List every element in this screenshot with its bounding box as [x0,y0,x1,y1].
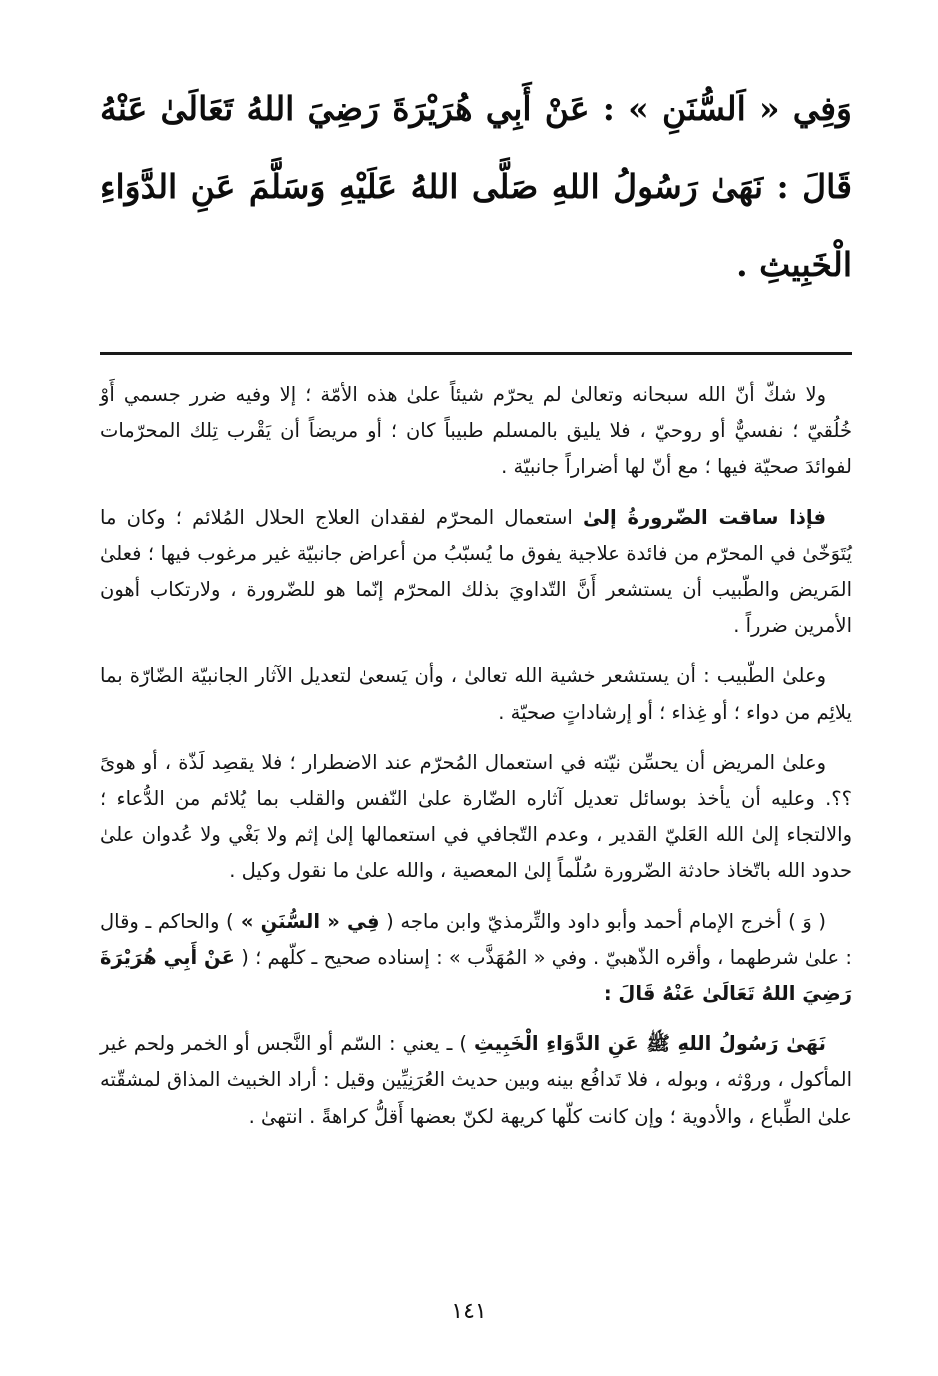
paragraph-body-text: ( وَ ) أخرج الإمام أحمد وأبو داود والتِّرمذيّ وابن ماجه ( [379,909,826,933]
hadith-text: وَفِي « اَلسُّنَنِ » : عَنْ أَبِي هُرَيْرَةَ رَضِيَ اللهُ تَعَالَىٰ عَنْهُ قَالَ : نَهَىٰ رَسُولُ اللهِ صَلَّى اللهُ عَلَيْهِ وَسَلَّمَ عَنِ الدَّوَاءِ الْخَبِيثِ . [100,89,852,284]
commentary-block [100,377,852,1135]
page-number: ١٤١ [451,1299,487,1324]
commentary-paragraph-4: وعلىٰ المريض أن يحسِّن نيّته في استعمال المُحرّم عند الاضطرار ؛ فلا يقصِد لَذّة ، أو هوىً ؟؟. وعليه أن يأخذ بوسائل تعديل آثاره الضّارة علىٰ النّفس والقلب بما يُلائم من الدُّعاء ؛ والالتجاء إلىٰ الله العَليّ القدير ، وعدم التّجافي في استعمالها إلىٰ إثم ولا بَغْي ولا عُدوان علىٰ حدود الله باتّخاذ حادثة الضّرورة سُلّماً إلىٰ المعصية ، والله علىٰ ما نقول وكيل . [100,750,852,883]
paragraph-body-text: ) ـ يعني : السّم أو النَّجس أو الخمر ولحم غير المأكول ، وروْثه ، وبوله ، فلا تَدافُع بينه وبين حديث العُرَنِيِّين وقيل : أراد الخبيث المذاق لمشقّته علىٰ الطِّباع ، والأدوية ؛ وإن كانت كلّها كريهة لكنّ بعضها أَقلُّ كراهةً . انتهىٰ . [100,1032,852,1128]
commentary-paragraph-2 [100,500,852,645]
paragraph-body-text: استعمال المحرّم لفقدان العلاج الحلال المُلائم ؛ وكان ما يُتَوَخّىٰ في المحرّم من فائدة علاجية يفوق ما يُسبّبُ من أعراض جانبيّة غير مرغوب فيها ؛ فعلىٰ المَريض والطّبيب أن يستشعر أَنَّ التّداويَ بذلك المحرّم إنّما هو للضّرورة ، ولارتكاب أهون الأمرين ضرراً . [100,505,852,638]
quoted-text: عَنْ أَبِي هُرَيْرَةَ رَضِيَ اللهُ تَعَالَىٰ عَنْهُ قَالَ : [100,945,852,1006]
commentary-paragraph-3: وعلىٰ الطّبيب : أن يستشعر خشية الله تعالىٰ ، وأن يَسعىٰ لتعديل الآثار الجانبيّة الضّارّة بما يلائِم من دواء ؛ أو غِذاء ؛ أو إرشاداتٍ صحيّة . [100,664,852,724]
paragraph-body-text: ) والحاكم ـ وقال : علىٰ شرطهما ، وأقره الذّهبيّ . وفي « المُهَذَّب » : إسناده صحيح ـ كلّهم ؛ ( [100,909,852,969]
commentary-paragraph-5 [100,904,852,1013]
quoted-text: فِي « السُّنَنِ » [233,909,380,933]
section-divider [100,352,852,355]
quoted-text: نَهَىٰ رَسُولُ اللهِ ﷺ عَنِ الدَّوَاءِ الْخَبِيثِ [473,1032,826,1056]
paragraph-lead-text: فإذا ساقت الضّرورةُ إلىٰ [582,505,826,529]
commentary-paragraph-1: ولا شكّ أنّ الله سبحانه وتعالىٰ لم يحرّم شيئاً علىٰ هذه الأمّة ؛ إلا وفيه ضرر جسمي أَوْ خُلُقيّ ؛ نفسيٌّ أو روحيّ ، فلا يليق بالمسلم طبيباً كان ؛ أو مريضاً أن يَقْرب تِلك المحرّمات لفوائدَ صحيّة فيها ؛ مع أنّ لها أضراراً جانبيّة . [100,383,852,479]
hadith-text-block [100,70,852,304]
commentary-paragraph-6 [100,1026,852,1135]
